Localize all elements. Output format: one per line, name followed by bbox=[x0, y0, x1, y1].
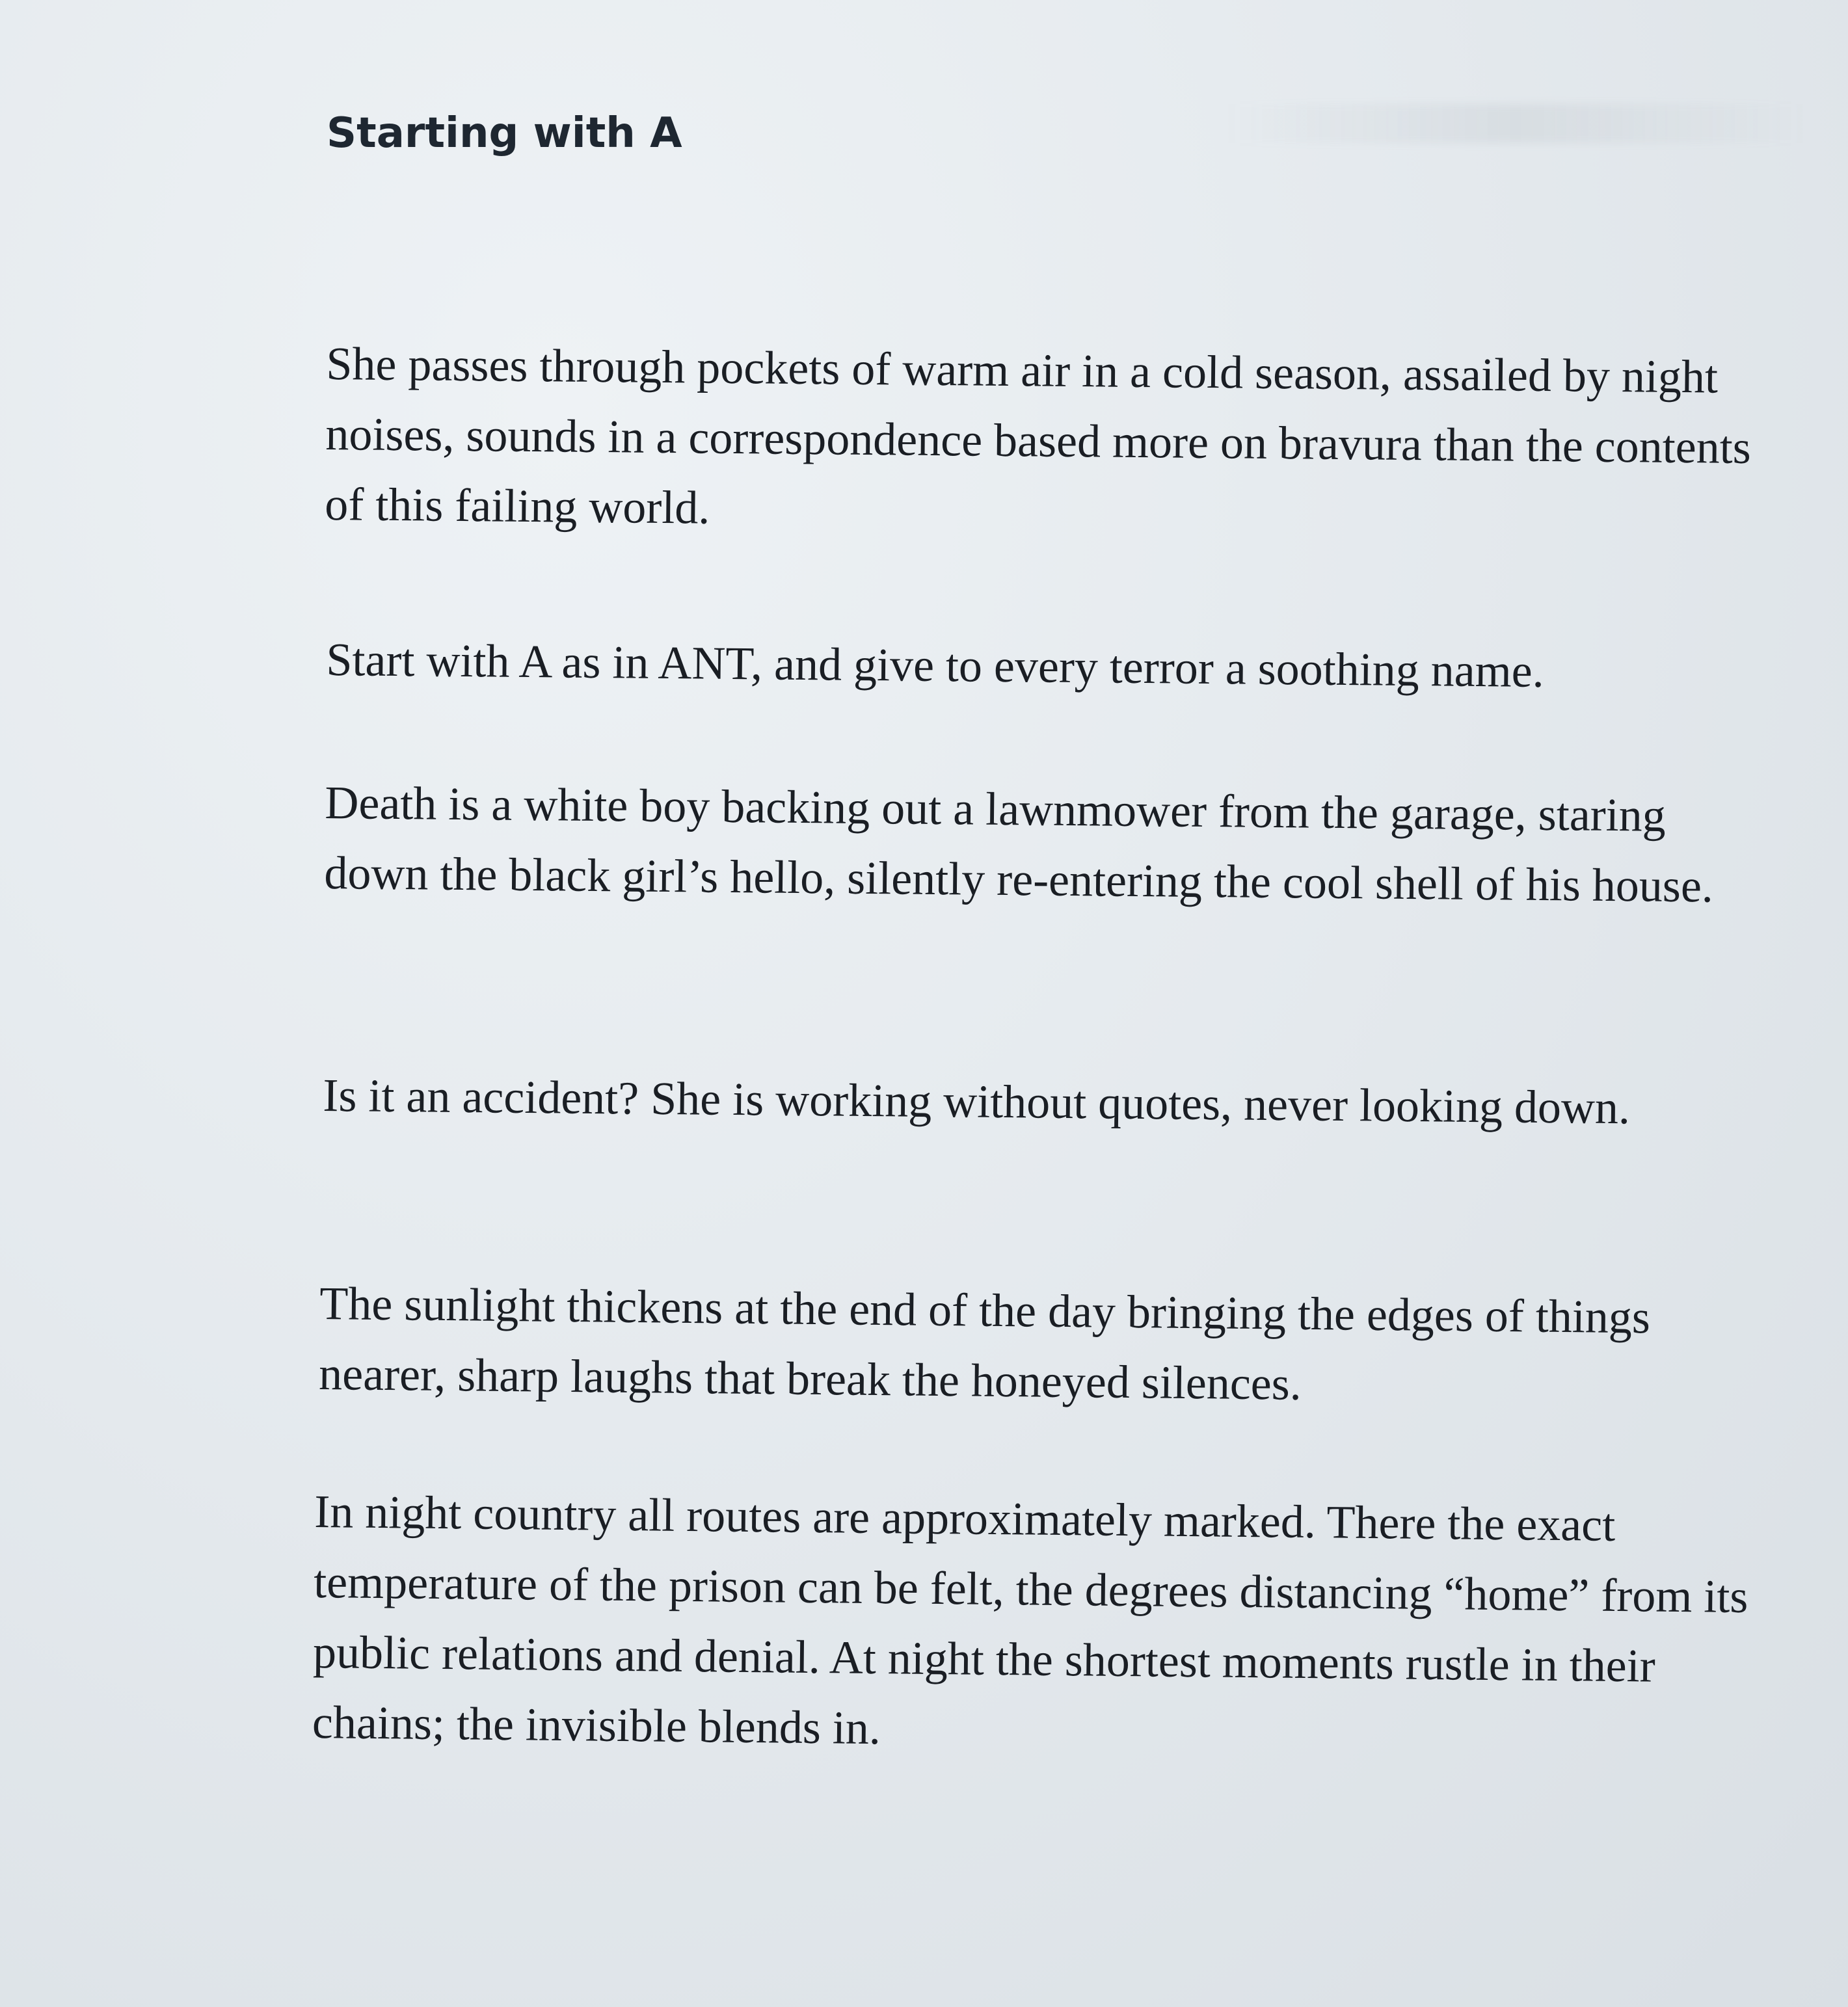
paragraph-3: Death is a white boy backing out a lawnmower from the garage, staring down the black girl’s hello, silently re-entering the cool shell of his house. bbox=[324, 776, 1714, 912]
paragraph-1: She passes through pockets of warm air in a cold season, assailed by night noises, sounds in a correspondence based more on bravura than the contents of this failing world. bbox=[325, 337, 1752, 534]
poem-title: Starting with A bbox=[327, 109, 682, 157]
paragraph-5: The sunlight thickens at the end of the day bringing the edges of things nearer, sharp laughs that break the honeyed silences. bbox=[318, 1277, 1651, 1410]
paragraph-2: Start with A as in ANT, and give to every terror a soothing name. bbox=[326, 633, 1545, 697]
paragraph-4: Is it an accident? She is working without quotes, never looking down. bbox=[323, 1069, 1631, 1134]
paragraph-6: In night country all routes are approximately marked. There the exact temperature of the prison can be felt, the degrees distancing “home” from its public relations and denial. At night the shortest moments rustle in their chains; the invisible blends in. bbox=[312, 1485, 1748, 1755]
bleed-through-shadow bbox=[1223, 104, 1808, 143]
